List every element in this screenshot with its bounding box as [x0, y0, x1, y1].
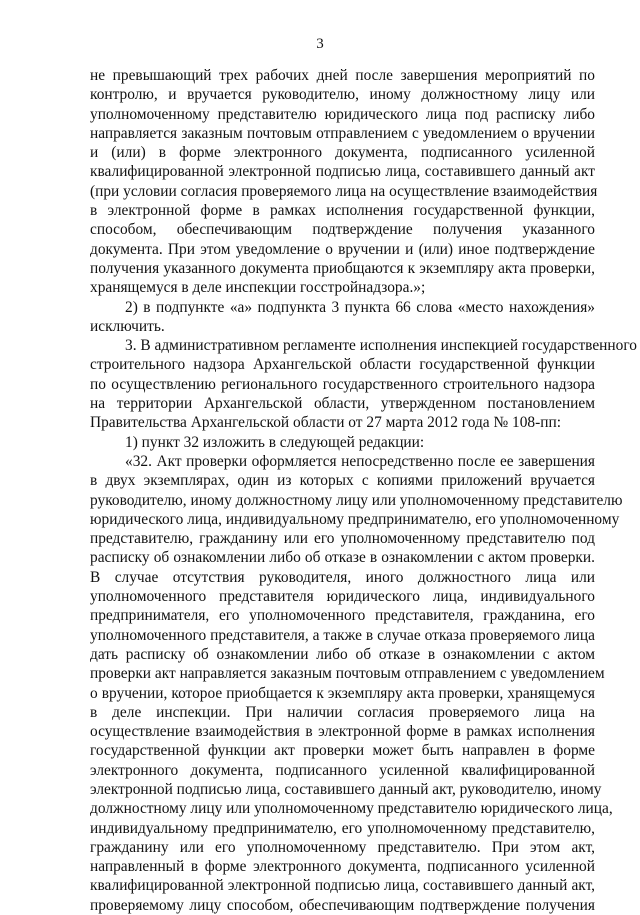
text-line: получения указанного документа приобщаются к экземпляру акта проверки, — [90, 259, 595, 277]
text-line: 3. В административном регламенте исполнения инспекцией государственного — [125, 337, 637, 355]
text-line: проверяемому лицу способом, обеспечивающим подтверждение получения — [90, 896, 595, 914]
text-line: дать расписку об ознакомлении либо об отказе в ознакомлении с актом — [90, 645, 595, 663]
text-line: В случае отсутствия руководителя, иного должностного лица или — [90, 568, 595, 586]
text-line: на территории Архангельской области, утвержденном постановлением — [90, 395, 595, 413]
paragraph — [90, 298, 595, 337]
text-line: уполномоченного представителя, а также в случае отказа проверяемого лица — [90, 626, 595, 644]
text-line: государственной функции акт проверки может быть направлен в форме — [90, 742, 595, 760]
text-line: о вручении, которое приобщается к экземпляру акта проверки, хранящемуся — [90, 684, 595, 702]
text-line: руководителю, иному должностному лицу или уполномоченному представителю — [90, 491, 623, 509]
text-line: представителю, гражданину или его уполномоченному представителю под — [90, 530, 595, 548]
text-line: 2) в подпункте «а» подпункта 3 пункта 66 слова «место нахождения» — [125, 298, 595, 316]
text-line: квалифицированной электронной подписью лица, составившего данный акт, — [90, 877, 595, 895]
text-line: индивидуальному предпринимателю, его уполномоченному представителю, — [90, 819, 595, 837]
text-line: направляется заказным почтовым отправлением с уведомлением о вручении — [90, 124, 595, 142]
text-line: 1) пункт 32 изложить в следующей редакции: — [125, 433, 425, 451]
text-line: хранящемуся в деле инспекции госстройнадзора.»; — [90, 279, 426, 297]
text-line: не превышающий трех рабочих дней после завершения мероприятий по — [90, 67, 595, 84]
text-line: уполномоченного представителя юридического лица, индивидуального — [90, 588, 595, 606]
text-line: исключить. — [90, 317, 165, 335]
text-line: в электронной форме в рамках исполнения государственной функции, — [90, 202, 595, 220]
paragraph — [90, 66, 598, 298]
text-line: Правительства Архангельской области от 27 марта 2012 года № 108-пп: — [90, 414, 561, 432]
document-body — [90, 66, 637, 915]
text-line: проверки акт направляется заказным почтовым отправлением с уведомлением — [90, 665, 605, 683]
text-line: должностному лицу или уполномоченному представителю юридического лица, — [90, 800, 613, 818]
paragraph — [90, 452, 623, 915]
text-line: гражданину или его уполномоченному представителю. При этом акт, — [90, 838, 595, 856]
page-number: 3 — [316, 36, 324, 52]
text-line: строительного надзора Архангельской области государственной функции — [90, 356, 595, 374]
text-line: электронного документа, подписанного усиленной квалифицированной — [90, 761, 595, 779]
text-line: в деле инспекции. При наличии согласия проверяемого лица на — [90, 703, 595, 721]
text-line: документа. При этом уведомление о вручении и (или) иное подтверждение — [90, 240, 595, 258]
text-line: осуществление взаимодействия в электронной форме в рамках исполнения — [90, 723, 595, 741]
text-line: расписку об ознакомлении либо об отказе в ознакомлении с актом проверки. — [90, 549, 595, 567]
text-line: предпринимателя, его уполномоченного представителя, гражданина, его — [90, 607, 595, 625]
text-line: в двух экземплярах, один из которых с копиями приложений вручается — [90, 472, 595, 490]
paragraph — [90, 336, 637, 432]
text-line: квалифицированной электронной подписью лица, составившего данный акт — [90, 163, 595, 181]
text-line: направленный в форме электронного документа, подписанного усиленной — [90, 858, 595, 876]
paragraph — [90, 433, 595, 452]
text-line: контролю, и вручается руководителю, иному должностному лицу или — [90, 86, 595, 104]
text-line: юридического лица, индивидуальному предпринимателю, его уполномоченному — [90, 510, 620, 528]
text-line: по осуществлению регионального государственного строительного надзора — [90, 375, 595, 393]
text-line: способом, обеспечивающим подтверждение получения указанного — [90, 221, 595, 239]
text-line: (при условии согласия проверяемого лица на осуществление взаимодействия — [90, 182, 598, 200]
text-line: электронной подписью лица, составившего данный акт, руководителю, иному — [90, 780, 602, 798]
text-line: и (или) в форме электронного документа, подписанного усиленной — [90, 144, 595, 162]
text-line: уполномоченному представителю юридического лица под расписку либо — [90, 105, 595, 123]
text-line: «32. Акт проверки оформляется непосредственно после ее завершения — [125, 452, 595, 470]
